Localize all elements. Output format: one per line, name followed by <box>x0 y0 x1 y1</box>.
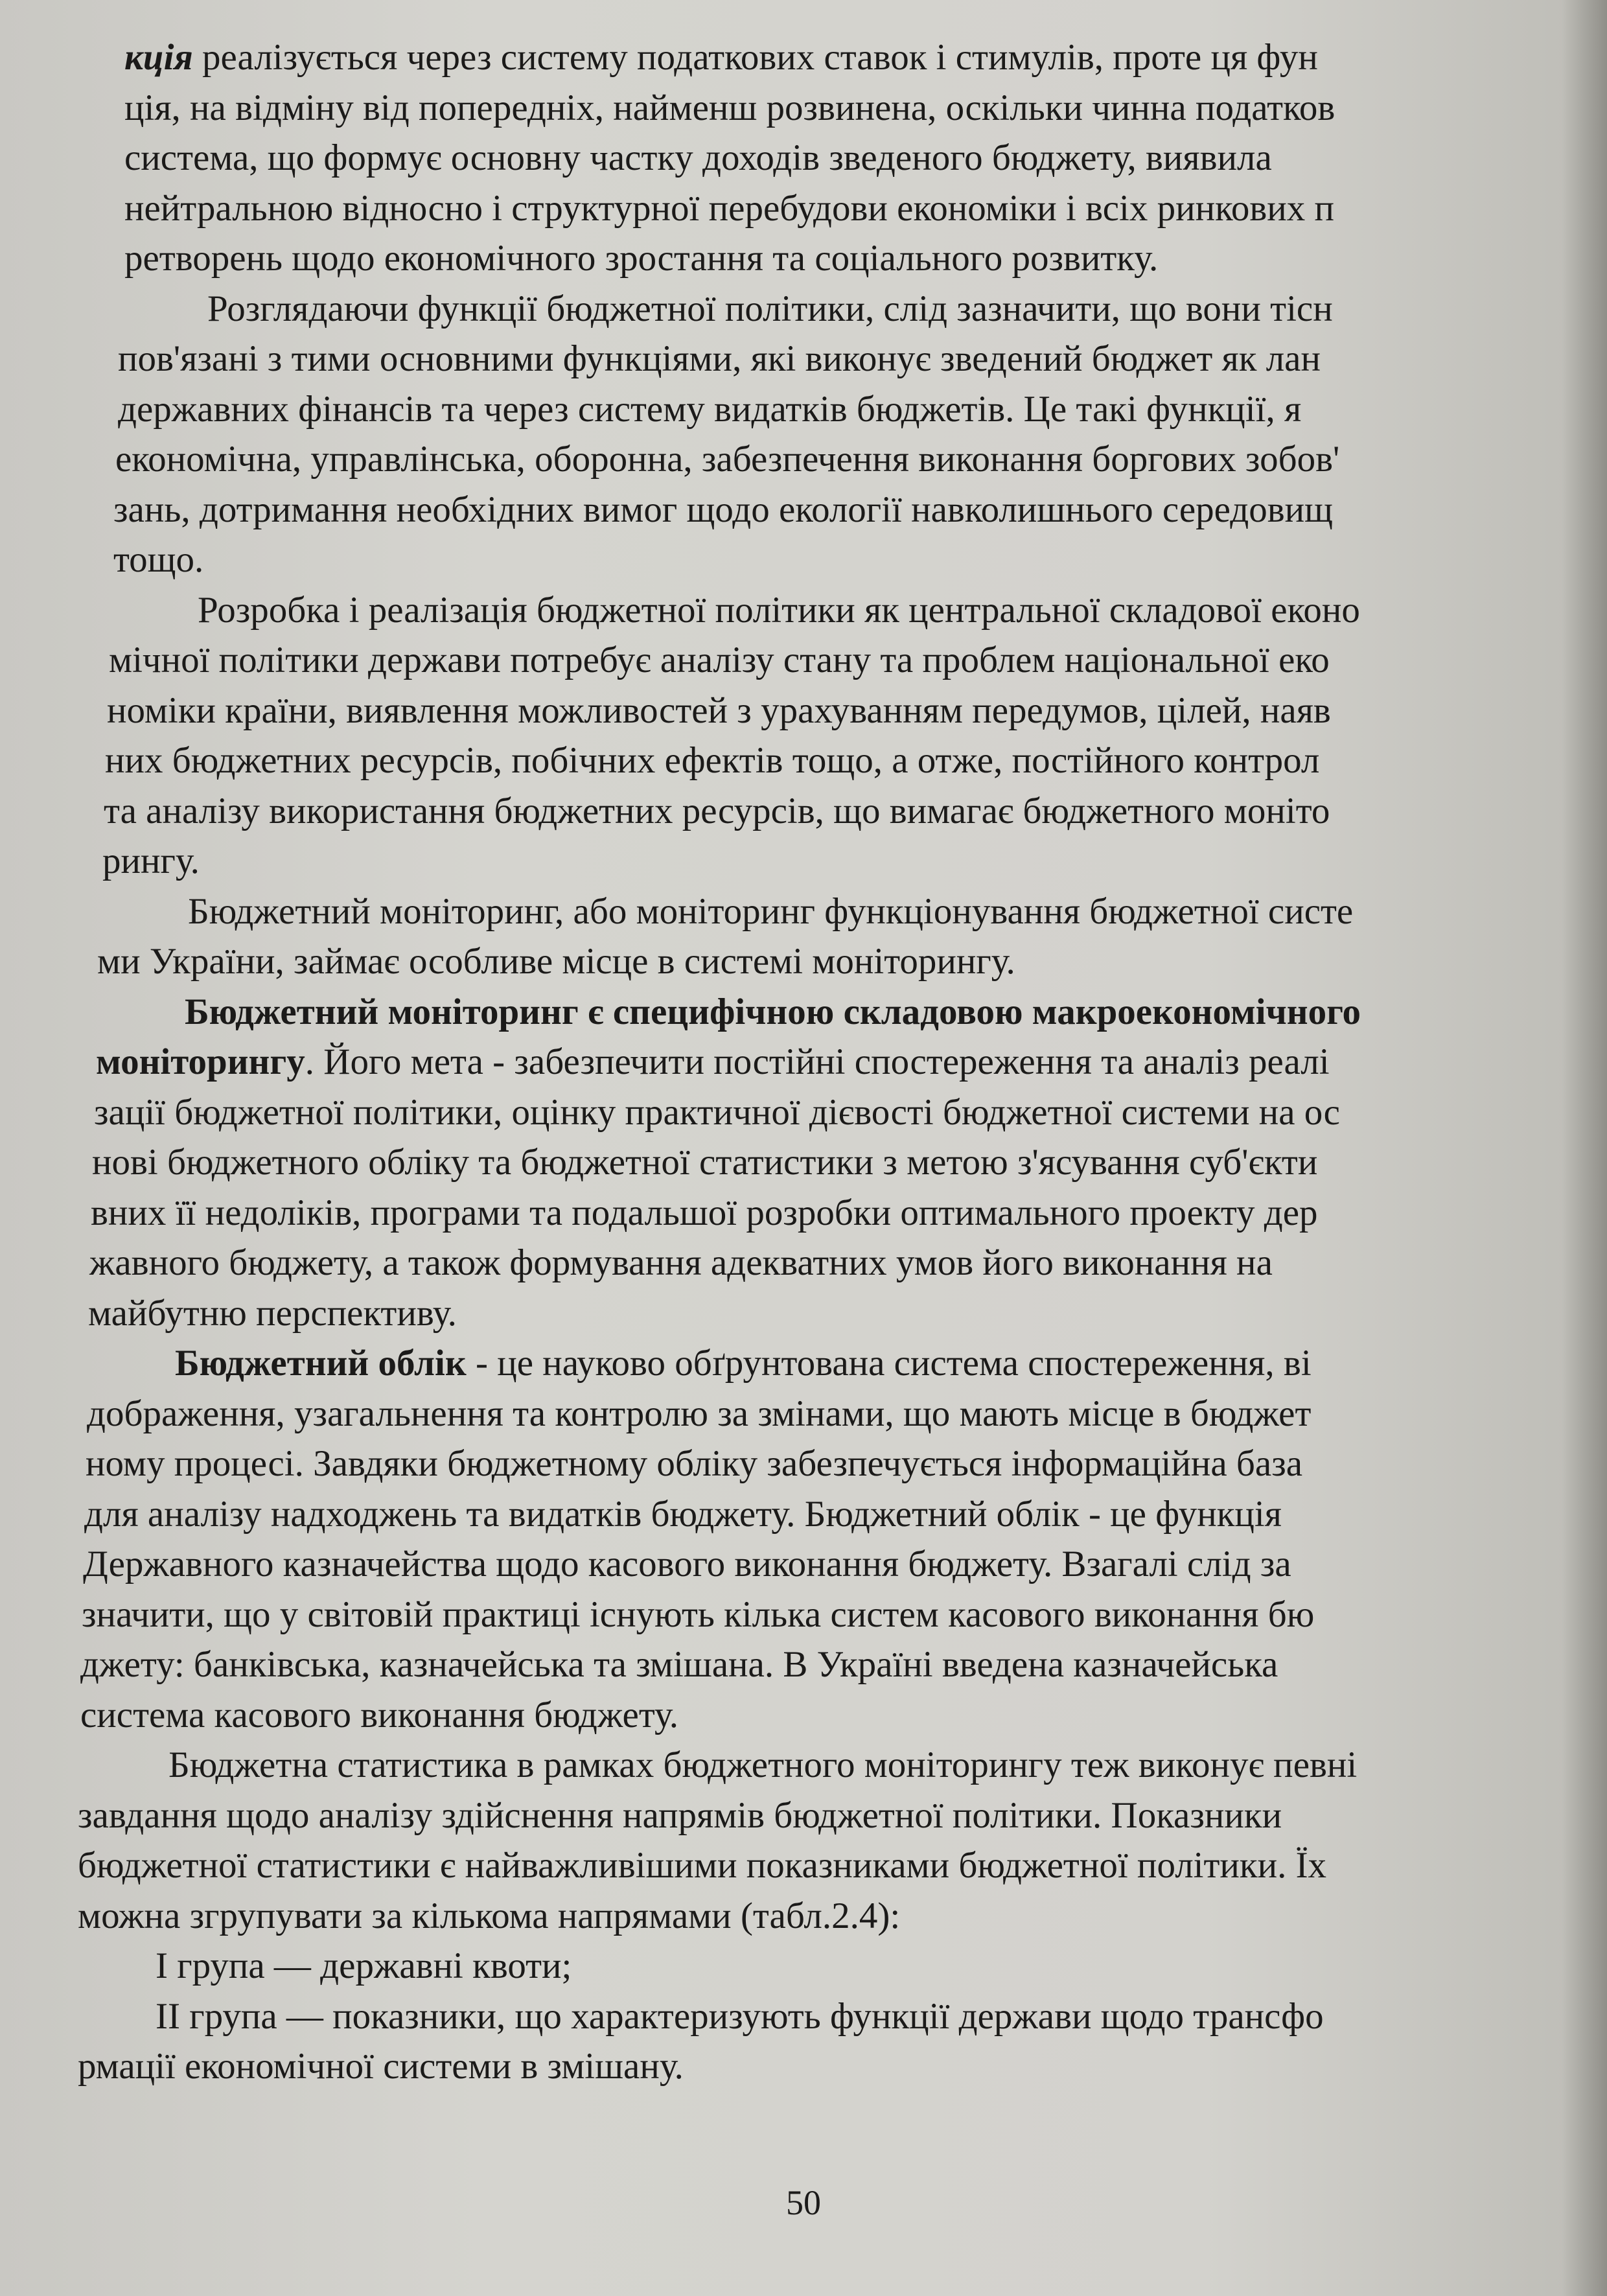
line: кція реалізується через систему податкових ставок і стимулів, проте ця фун <box>124 37 1318 78</box>
line: зань, дотримання необхідних вимог щодо екології навколишнього середовищ <box>113 489 1334 530</box>
line: Бюджетний облік - це науково обґрунтована система спостереження, ві <box>175 1343 1312 1384</box>
line: дображення, узагальнення та контролю за змінами, що мають місце в бюджет <box>87 1393 1312 1434</box>
line: I група — державні квоти; <box>156 1945 572 1986</box>
line: можна згрупувати за кількома напрямами (табл.2.4): <box>78 1895 901 1936</box>
line: Бюджетна статистика в рамках бюджетного моніторингу теж виконує певні <box>168 1745 1358 1785</box>
line: Державного казначейства щодо касового виконання бюджету. Взагалі слід за <box>83 1544 1291 1584</box>
line: ретворень щодо економічного зростання та соціального розвитку. <box>124 238 1159 279</box>
line: зації бюджетної політики, оцінку практичної дієвості бюджетної системи на ос <box>94 1091 1340 1133</box>
line: для аналізу надходжень та видатків бюджету. Бюджетний облік - це функція <box>84 1493 1282 1535</box>
line: Розглядаючи функції бюджетної політики, слід зазначити, що вони тісн <box>207 288 1333 329</box>
line: рингу. <box>102 841 200 881</box>
line: мічної політики держави потребує аналізу стану та проблем національної еко <box>109 640 1330 680</box>
line: ція, на відміну від попередніх, найменш розвинена, оскільки чинна податков <box>124 87 1335 128</box>
line: вних її недоліків, програми та подальшої розробки оптимального проекту дер <box>91 1192 1318 1233</box>
line: майбутню перспективу. <box>88 1292 457 1334</box>
line: система, що формує основну частку доходів зведеного бюджету, виявила <box>124 137 1272 178</box>
line: державних фінансів та через систему видатків бюджетів. Це такі функції, я <box>118 388 1302 430</box>
line: бюджетної статистики є найважливішими показниками бюджетної політики. Їх <box>78 1845 1327 1886</box>
line: ми України, займає особливе місце в системі моніторингу. <box>97 941 1015 982</box>
body-text <box>78 32 1601 2092</box>
line: Розробка і реалізація бюджетної політики як центральної складової еконо <box>198 589 1360 631</box>
line: система касового виконання бюджету. <box>80 1694 679 1735</box>
line: II група — показники, що характеризують функції держави щодо трансфо <box>156 1995 1324 2037</box>
line: нейтральною відносно і структурної перебудови економіки і всіх ринкових п <box>124 187 1335 229</box>
line: джету: банківська, казначейська та змішана. В Україні введена казначейська <box>80 1644 1278 1685</box>
line: Бюджетний моніторинг є специфічною складовою макроекономічного <box>185 991 1361 1032</box>
line: Бюджетний моніторинг, або моніторинг функціонування бюджетної систе <box>188 890 1354 932</box>
line: пов'язані з тими основними функціями, які виконує зведений бюджет як лан <box>118 338 1321 379</box>
line: ному процесі. Завдяки бюджетному обліку забезпечується інформаційна база <box>86 1443 1303 1484</box>
line: номіки країни, виявлення можливостей з урахуванням передумов, цілей, наяв <box>107 690 1331 731</box>
line: тощо. <box>113 539 204 580</box>
line: значити, що у світовій практиці існують кілька систем касового виконання бю <box>82 1594 1315 1635</box>
line: економічна, управлінська, оборонна, забезпечення виконання боргових зобов' <box>115 439 1340 480</box>
line: рмації економічної системи в змішану. <box>78 2046 684 2087</box>
line: нові бюджетного обліку та бюджетної статистики з метою з'ясування суб'єкти <box>92 1142 1318 1183</box>
line: них бюджетних ресурсів, побічних ефектів тощо, а отже, постійного контрол <box>105 740 1320 781</box>
line: завдання щодо аналізу здійснення напрямів бюджетної політики. Показники <box>78 1794 1282 1836</box>
line: моніторингу. Його мета - забезпечити постійні спостереження та аналіз реалі <box>96 1041 1330 1082</box>
line: та аналізу використання бюджетних ресурсів, що вимагає бюджетного моніто <box>104 790 1330 831</box>
line: жавного бюджету, а також формування адекватних умов його виконання на <box>89 1242 1273 1283</box>
page-number: 50 <box>786 2183 821 2222</box>
